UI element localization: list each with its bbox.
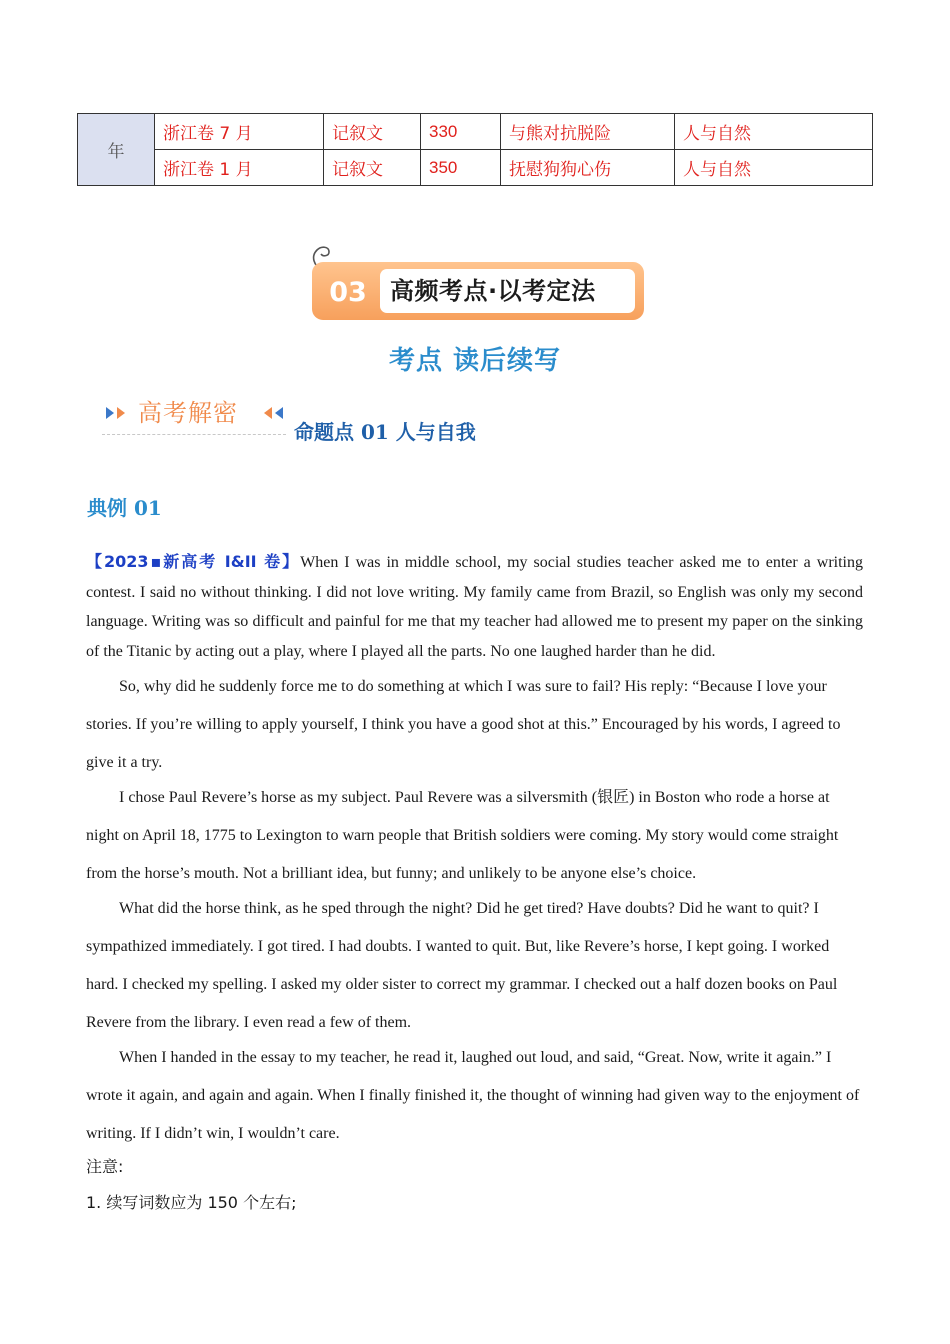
topic-cell: 抚慰狗狗心伤	[501, 150, 675, 186]
theme-cell: 人与自然	[675, 150, 873, 186]
words-cell: 330	[421, 114, 501, 150]
paragraph	[86, 547, 863, 666]
paragraph-text: When I was in middle school, my social studies teacher asked me to enter a writing contest. I said no without thinking. I did not love writing. My family came from Brazil, so English was only my second language. Writing was so difficult and painful for me that my teacher had allowed me to present my paper on the sinking of the Titanic by acting out a play, where I played all the parts. No one laughed harder than he did.	[86, 554, 863, 660]
banner-number: 03	[329, 277, 367, 308]
table-row	[78, 114, 873, 150]
source-tag: 【2023▪新高考 I&II 卷】	[86, 552, 301, 571]
section-banner	[312, 262, 644, 320]
year-cell: 年	[78, 114, 155, 186]
section-title: 考点 读后续写	[388, 346, 562, 376]
paragraph: When I handed in the essay to my teacher, he read it, laughed out loud, and said, “Great. Now, write it again.” I wrote it again, and again and again. When I finally finished it, the thought of winning had given way to the enjoyment of writing. If I didn’t win, I wouldn’t care.	[86, 1049, 860, 1142]
source-cell: 浙江卷 7 月	[155, 114, 324, 150]
double-arrow-right-icon	[104, 405, 132, 421]
double-arrow-left-icon	[262, 405, 290, 421]
notes-item: 1. 续写词数应为 150 个左右;	[86, 1193, 297, 1212]
decor-label: 高考解密	[138, 399, 238, 427]
dashed-divider	[102, 434, 286, 435]
paragraph: So, why did he suddenly force me to do something at which I was sure to fail? His reply: “Because I love your stories. If you’re willing to apply yourself, I think you have a good shot at this.” Encouraged by his words, I agreed to give it a try.	[86, 678, 841, 771]
banner-label: 高频考点·以考定法	[390, 277, 596, 305]
subtitle: 命题点 01 人与自我	[294, 420, 476, 444]
genre-cell: 记叙文	[324, 150, 421, 186]
genre-cell: 记叙文	[324, 114, 421, 150]
paragraph: I chose Paul Revere’s horse as my subject. Paul Revere was a silversmith (银匠) in Boston who rode a horse at night on April 18, 1775 to Lexington to warn people that British soldiers were coming. My story would come straight from the horse’s mouth. Not a brilliant idea, but funny; and unlikely to be anyone else’s choice.	[86, 789, 839, 882]
paragraph: What did the horse think, as he sped through the night? Did he get tired? Have doubts? Did he want to quit? I sympathized immediately. I got tired. I had doubts. I wanted to quit. But, like Revere’s horse, I kept going. I worked hard. I checked my spelling. I asked my older sister to correct my grammar. I checked out a half dozen books on Paul Revere from the library. I even read a few of them.	[86, 900, 838, 1031]
example-title: 典例 01	[87, 496, 162, 520]
notes-heading: 注意:	[86, 1157, 124, 1176]
table-row	[78, 150, 873, 186]
source-cell: 浙江卷 1 月	[155, 150, 324, 186]
theme-cell: 人与自然	[675, 114, 873, 150]
exam-table	[77, 113, 873, 186]
topic-cell: 与熊对抗脱险	[501, 114, 675, 150]
words-cell: 350	[421, 150, 501, 186]
decor-label-block	[100, 396, 290, 440]
